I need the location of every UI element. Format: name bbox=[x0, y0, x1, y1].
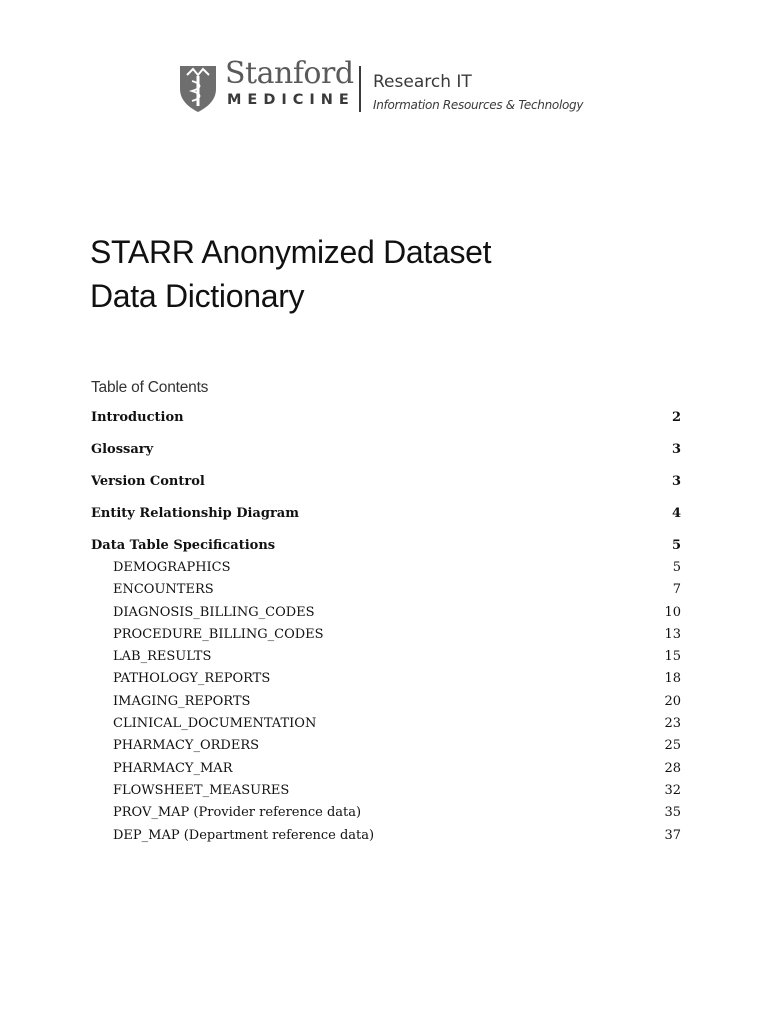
toc-subentry-page: 28 bbox=[664, 760, 681, 776]
toc-subentry-label: PROCEDURE_BILLING_CODES bbox=[113, 626, 324, 642]
toc-entry-label: Entity Relationship Diagram bbox=[91, 506, 299, 521]
toc-subentry-page: 15 bbox=[664, 649, 681, 665]
toc-entry-label: Data Table Specifications bbox=[91, 538, 276, 553]
toc-entry-label: Version Control bbox=[91, 474, 205, 489]
toc-subentry-label: DIAGNOSIS_BILLING_CODES bbox=[113, 604, 315, 620]
logo-divider bbox=[359, 66, 361, 112]
document-title bbox=[90, 230, 491, 318]
toc-subentry-pharmacy-orders[interactable] bbox=[91, 736, 681, 758]
toc-entry-page: 5 bbox=[671, 538, 681, 553]
toc-subentry-lab-results[interactable] bbox=[91, 647, 681, 669]
toc-heading: Table of Contents bbox=[91, 379, 209, 396]
toc-subentry-imaging-reports[interactable] bbox=[91, 692, 681, 714]
dept-name: Research IT bbox=[373, 72, 472, 92]
toc-subentry-flowsheet-measures[interactable] bbox=[91, 781, 681, 803]
toc-subentry-label: PHARMACY_ORDERS bbox=[113, 738, 260, 754]
toc-subentry-prov-map[interactable] bbox=[91, 803, 681, 825]
toc-subentry-page: 20 bbox=[664, 693, 681, 709]
toc-subentry-page: 37 bbox=[664, 827, 681, 843]
toc-subentry-clinical-documentation[interactable] bbox=[91, 714, 681, 736]
toc-subentry-label: FLOWSHEET_MEASURES bbox=[113, 782, 290, 798]
toc-subentry-pathology-reports[interactable] bbox=[91, 669, 681, 691]
toc-subentry-page: 23 bbox=[664, 716, 681, 732]
toc-subentry-page: 25 bbox=[664, 738, 681, 754]
toc-subentry-page: 35 bbox=[664, 805, 681, 821]
toc-subentry-label: CLINICAL_DOCUMENTATION bbox=[113, 716, 317, 732]
stanford-shield-icon bbox=[178, 63, 218, 113]
toc-subentry-page: 13 bbox=[664, 626, 681, 642]
toc-entry-page: 2 bbox=[671, 410, 681, 425]
toc-subentry-pharmacy-mar[interactable] bbox=[91, 759, 681, 781]
table-of-contents bbox=[91, 408, 681, 848]
toc-subentry-page: 32 bbox=[664, 782, 681, 798]
toc-entry-version-control[interactable] bbox=[91, 472, 681, 504]
toc-subentry-label: PROV_MAP (Provider reference data) bbox=[113, 805, 362, 821]
toc-subentry-page: 10 bbox=[664, 604, 681, 620]
stanford-medicine-logo bbox=[178, 56, 598, 118]
toc-entry-entity-relationship-diagram[interactable] bbox=[91, 504, 681, 536]
toc-subentry-page: 18 bbox=[664, 671, 681, 687]
title-line-1: STARR Anonymized Dataset bbox=[90, 234, 492, 270]
toc-subentry-demographics[interactable] bbox=[91, 558, 681, 580]
toc-subentry-label: LAB_RESULTS bbox=[113, 649, 212, 665]
toc-subentry-label: DEP_MAP (Department reference data) bbox=[113, 827, 375, 843]
toc-entry-label: Glossary bbox=[91, 442, 154, 457]
title-line-2: Data Dictionary bbox=[90, 278, 305, 314]
toc-entry-data-table-specifications[interactable] bbox=[91, 536, 681, 558]
toc-subentry-dep-map[interactable] bbox=[91, 826, 681, 848]
logo-wordmark: Stanford bbox=[225, 56, 354, 91]
toc-subentry-page: 5 bbox=[672, 560, 681, 575]
dept-subtitle: Information Resources & Technology bbox=[373, 98, 584, 112]
toc-subentry-procedure-billing-codes[interactable] bbox=[91, 625, 681, 647]
toc-subentry-label: PATHOLOGY_REPORTS bbox=[113, 671, 271, 687]
logo-subname: MEDICINE bbox=[227, 92, 355, 108]
toc-subentry-page: 7 bbox=[672, 582, 681, 598]
toc-entry-introduction[interactable] bbox=[91, 408, 681, 440]
toc-entry-glossary[interactable] bbox=[91, 440, 681, 472]
toc-entry-page: 3 bbox=[671, 474, 681, 489]
toc-entry-label: Introduction bbox=[91, 410, 184, 425]
toc-entry-page: 4 bbox=[671, 506, 681, 521]
toc-entry-page: 3 bbox=[671, 442, 681, 457]
toc-subentry-label: IMAGING_REPORTS bbox=[113, 693, 251, 709]
toc-subentry-label: DEMOGRAPHICS bbox=[113, 560, 231, 575]
toc-subentry-label: PHARMACY_MAR bbox=[113, 760, 233, 776]
toc-subentry-label: ENCOUNTERS bbox=[113, 582, 214, 598]
toc-subentry-diagnosis-billing-codes[interactable] bbox=[91, 603, 681, 625]
toc-subentry-encounters[interactable] bbox=[91, 580, 681, 602]
